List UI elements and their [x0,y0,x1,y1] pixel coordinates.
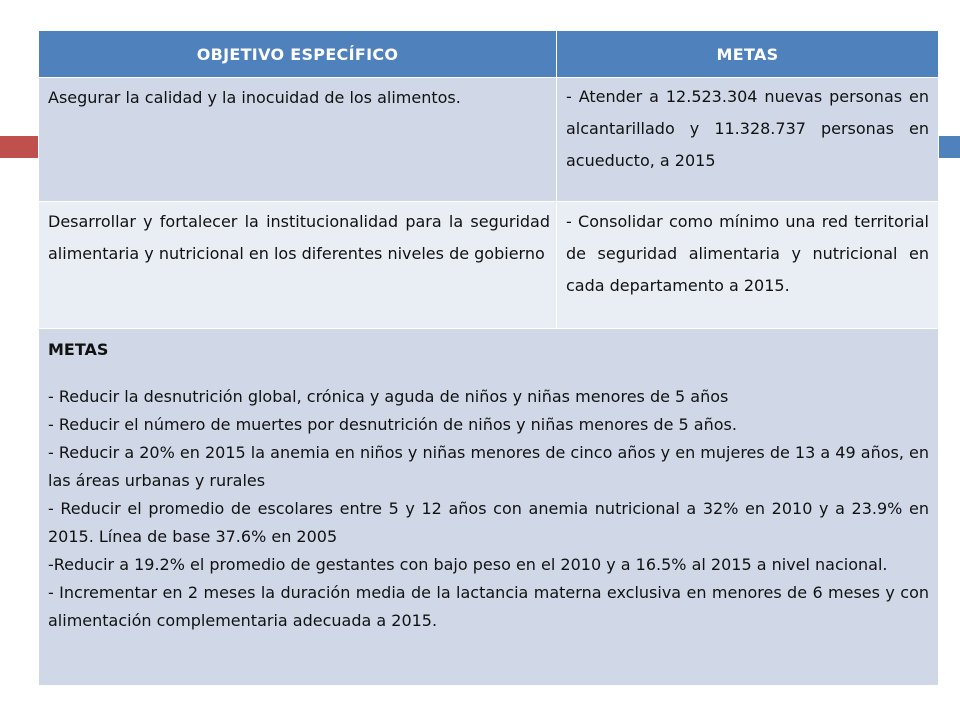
meta-item: - Reducir el promedio de escolares entre 5 y 12 años con anemia nutricional a 32% en 2010 y a 23.9% en 2015. Línea de base 37.6% en 2005 [48,499,929,546]
goal-text: - Atender a 12.523.304 nuevas personas en alcantarillado y 11.328.737 personas en acueducto, a 2015 [566,87,929,170]
table-header-row [39,31,939,78]
objective-text: Asegurar la calidad y la inocuidad de los alimentos. [48,88,461,107]
header-objetivo: OBJETIVO ESPECÍFICO [39,31,557,78]
header-metas: METAS [557,31,939,78]
objectives-table [38,30,939,686]
metas-section [39,329,939,686]
meta-item: - Reducir el número de muertes por desnutrición de niños y niñas menores de 5 años. [48,415,737,434]
metas-title: METAS [48,340,109,359]
meta-item: - Reducir a 20% en 2015 la anemia en niños y niñas menores de cinco años y en mujeres de 13 a 49 años, en las áreas urbanas y rurales [48,443,929,490]
objective-text: Desarrollar y fortalecer la institucionalidad para la seguridad alimentaria y nutricional en los diferentes niveles de gobierno [48,212,550,263]
table-row [39,202,939,329]
meta-item: -Reducir a 19.2% el promedio de gestantes con bajo peso en el 2010 y a 16.5% al 2015 a nivel nacional. [48,555,888,574]
objective-cell [39,78,557,202]
meta-item: - Reducir la desnutrición global, crónica y aguda de niños y niñas menores de 5 años [48,387,729,406]
table-row [39,78,939,202]
goal-cell [557,202,939,329]
metas-row [39,329,939,686]
goal-text: - Consolidar como mínimo una red territorial de seguridad alimentaria y nutricional en cada departamento a 2015. [566,212,929,295]
goal-cell [557,78,939,202]
objective-cell [39,202,557,329]
left-accent-bar [0,136,38,158]
right-accent-bar [938,136,960,158]
meta-item: - Incrementar en 2 meses la duración media de la lactancia materna exclusiva en menores de 6 meses y con alimentación complementaria adecuada a 2015. [48,583,929,630]
